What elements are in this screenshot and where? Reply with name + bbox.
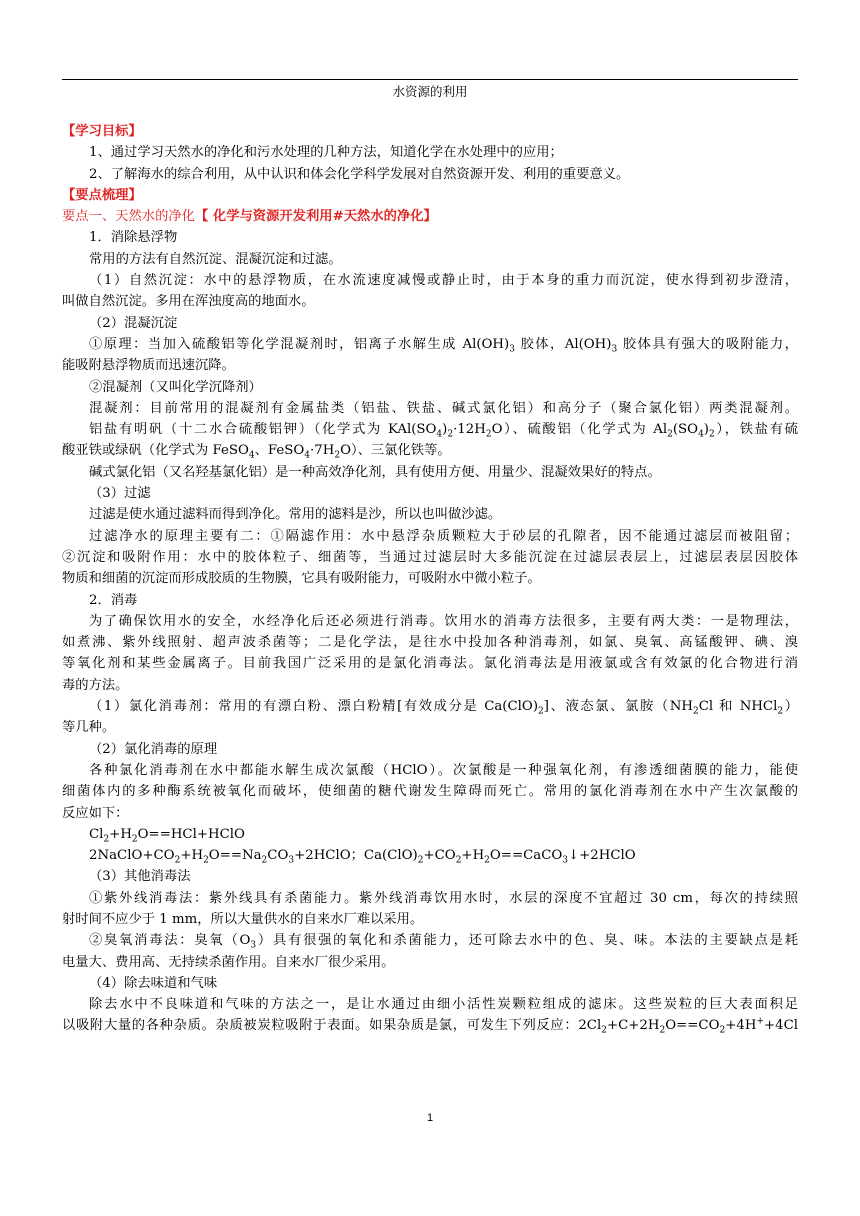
text-run: 2NaClO+CO (89, 848, 175, 864)
text-line (62, 824, 798, 845)
text-run: +H (109, 826, 132, 842)
subscript: 2 (538, 706, 544, 717)
text-line (62, 696, 798, 717)
text-line (62, 632, 798, 653)
text-line (62, 185, 798, 206)
subscript: 2 (261, 855, 268, 866)
subscript: 2 (667, 429, 673, 440)
text-run: 为了确保饮用水的安全，水经净化后还必须进行消毒。饮用水的消毒方法很多，主要有两大类：一是物理法， (89, 613, 798, 629)
text-run: ），铁盐有硫 (714, 422, 798, 438)
text-run: 铝盐有明矾（十二水合硫酸铝钾）（化学式为 KAl(SO (89, 422, 437, 438)
text-line (62, 760, 798, 781)
text-run: 要点一、天然水的净化 (62, 209, 195, 225)
text-line (62, 398, 798, 419)
text-run: 酸亚铁或绿矾（化学式为 FeSO (62, 443, 249, 459)
text-run: 毒的方法。 (62, 677, 129, 693)
subscript: 2 (103, 834, 110, 845)
text-run: 【要点梳理】 (62, 187, 142, 203)
text-line (62, 462, 798, 483)
text-line (62, 377, 798, 398)
subscript: 3 (509, 344, 515, 355)
text-run: O==Na (208, 848, 262, 864)
text-line (62, 249, 798, 270)
text-run: 过滤是使水通过滤料而得到净化。常用的滤料是沙，所以也叫做沙滤。 (89, 507, 502, 523)
page-title: 水资源的利用 (392, 84, 468, 99)
text-run: +2HClO；Ca(ClO) (294, 848, 418, 864)
text-run: 2、了解海水的综合利用，从中认识和体会化学科学发展对自然资源开发、利用的重要意义。 (89, 166, 630, 182)
subscript: 2 (174, 855, 181, 866)
subscript: 4 (436, 429, 443, 440)
text-line (62, 164, 798, 185)
header-rule (62, 79, 798, 80)
text-run: 等氧化剂和某些金属离子。目前我国广泛采用的是氯化消毒法。氯化消毒法是用液氯或含有效氯的化合物进行消 (62, 656, 798, 672)
text-run: +H (461, 848, 485, 864)
text-run: ·12H (453, 422, 486, 438)
text-run: O==HCl+HClO (137, 826, 245, 842)
text-run: （4）除去味道和气味 (89, 975, 218, 991)
text-run: 能吸附悬浮物质而迅速沉降。 (62, 358, 235, 374)
text-run: Cl 和 NHCl (698, 699, 778, 715)
text-line (62, 547, 798, 568)
text-line (62, 227, 798, 248)
document-body (62, 121, 798, 1037)
text-line (62, 568, 798, 589)
subscript: 2 (485, 429, 492, 440)
text-run: ·7H (310, 443, 335, 459)
text-run: 【 化学与资源开发利用#天然水的净化】 (194, 209, 437, 225)
subscript: 2 (659, 1026, 666, 1037)
text-line (62, 1015, 798, 1036)
text-run: 过滤净水的原理主要有二：①隔滤作用：水中悬浮杂质颗粒大于砂层的孔隙者，因不能通过滤层而被阻留； (89, 528, 798, 544)
text-run: （1）氯化消毒剂：常用的有漂白粉、漂白粉精[有效成分是 Ca(ClO) (89, 699, 539, 715)
text-run: +4H (725, 1018, 757, 1034)
text-line (62, 994, 798, 1015)
text-run: ①紫外线消毒法：紫外线具有杀菌能力。紫外线消毒饮用水时，水层的深度不宜超过 30 cm，每次的持续照 (89, 890, 798, 906)
page-number: 1 (426, 1112, 434, 1124)
text-run: ) (703, 422, 709, 438)
text-line (62, 334, 798, 355)
text-run: （3）过滤 (89, 486, 151, 502)
text-run: +C+2H (606, 1018, 660, 1034)
text-run: Cl (89, 826, 104, 842)
text-run: 、FeSO (254, 443, 305, 459)
text-run: （1）自然沉淀：水中的悬浮物质，在水流速度减慢或静止时，由于本身的重力而沉淀，使水得到初步澄清， (89, 273, 798, 289)
text-line (62, 952, 798, 973)
text-line (62, 781, 798, 802)
text-run: 胶体具有强大的吸附能力， (617, 336, 798, 352)
text-line (62, 739, 798, 760)
text-line (62, 973, 798, 994)
text-run: ①原理：当加入硫酸铝等化学混凝剂时，铝离子水解生成 Al(OH) (89, 336, 510, 352)
text-run: 胶体，Al(OH) (514, 336, 612, 352)
text-line (62, 909, 798, 930)
text-run: 1、通过学习天然水的净化和污水处理的几种方法，知道化学在水处理中的应用； (89, 145, 563, 161)
text-line (62, 526, 798, 547)
text-run: 射时间不应少于 1 mm，所以大量供水的自来水厂难以采用。 (62, 911, 424, 927)
text-run: O）、硫酸铝（化学式为 Al (491, 422, 668, 438)
subscript: 2 (484, 855, 490, 866)
text-run: （3）其他消毒法 (89, 869, 191, 885)
text-run: ②沉淀和吸附作用：水中的胶体粒子、细菌等，当通过过滤层时大多能沉淀在过滤层表层上，过滤层表层因胶体 (62, 549, 798, 565)
text-run: CO (267, 848, 289, 864)
text-run: （2）混凝沉淀 (89, 315, 178, 331)
text-run: 常用的方法有自然沉淀、混凝沉淀和过滤。 (89, 251, 342, 267)
text-line (62, 142, 798, 163)
text-run: 反应如下： (62, 805, 129, 821)
text-run: 除去水中不良味道和气味的方法之一，是让水通过由细小活性炭颗粒组成的滤床。这些炭粒的巨大表面积足 (89, 997, 798, 1013)
superscript: + (756, 1017, 764, 1028)
text-run: 2．消毒 (89, 592, 138, 608)
text-line (62, 930, 798, 951)
subscript: 2 (601, 1026, 607, 1037)
text-line (62, 866, 798, 887)
text-run: ）具有很强的氧化和杀菌能力，还可除去水中的色、臭、味。本法的主要缺点是耗 (256, 933, 799, 949)
text-run: 电量大、费用高、无持续杀菌作用。自来水厂很少采用。 (62, 954, 395, 970)
text-run: ) (442, 422, 448, 438)
text-run: ②臭氧消毒法：臭氧（O (89, 933, 251, 949)
subscript: 3 (288, 855, 295, 866)
text-run: 混凝剂：目前常用的混凝剂有金属盐类（铝盐、铁盐、碱式氯化铝）和高分子（聚合氯化铝）两类混凝剂。 (89, 400, 798, 416)
subscript: 2 (131, 834, 138, 845)
text-run: （2）氯化消毒的原理 (89, 741, 218, 757)
text-line (62, 803, 798, 824)
subscript: 2 (719, 1026, 726, 1037)
text-line (62, 440, 798, 461)
subscript: 3 (250, 940, 257, 951)
text-run: ②混凝剂（又叫化学沉降剂） (89, 379, 262, 395)
subscript: 4 (698, 429, 704, 440)
subscript: 4 (304, 451, 311, 462)
subscript: 3 (611, 344, 618, 355)
text-line (62, 291, 798, 312)
text-run: +H (180, 848, 204, 864)
text-line (62, 355, 798, 376)
text-line (62, 270, 798, 291)
text-run: O==CO (665, 1018, 720, 1034)
text-run: ↓+2HClO (568, 848, 636, 864)
subscript: 2 (447, 429, 454, 440)
text-line (62, 845, 798, 866)
text-line (62, 888, 798, 909)
text-line (62, 419, 798, 440)
text-line (62, 206, 798, 227)
subscript: 2 (455, 855, 462, 866)
text-line (62, 611, 798, 632)
text-run: O）、三氯化铁等。 (340, 443, 451, 459)
text-run: O==CaCO (489, 848, 563, 864)
text-line (62, 717, 798, 738)
text-run: 以吸附大量的各种杂质。杂质被炭粒吸附于表面。如果杂质是氯，可发生下列反应：2Cl (62, 1018, 602, 1034)
text-run: (SO (672, 422, 699, 438)
subscript: 2 (417, 855, 424, 866)
text-run: 叫做自然沉淀。多用在浑浊度高的地面水。 (62, 294, 315, 310)
text-line (62, 504, 798, 525)
subscript: 2 (692, 706, 699, 717)
text-run: 如煮沸、紫外线照射、超声波杀菌等；二是化学法，是往水中投加各种消毒剂，如氯、臭氧、高锰酸钾、碘、溴 (62, 635, 798, 651)
text-line (62, 483, 798, 504)
subscript: 3 (562, 855, 569, 866)
text-run: ]、液态氯、氯胺（NH (543, 699, 693, 715)
text-run: 1．消除悬浮物 (89, 230, 178, 246)
text-run: 碱式氯化铝（又名羟基氯化铝）是一种高效净化剂，具有使用方便、用量少、混凝效果好的特点。 (89, 464, 661, 480)
text-run: 物质和细菌的沉淀而形成胶质的生物膜，它具有吸附能力，可吸附水中微小粒子。 (62, 571, 541, 587)
text-run: ） (783, 699, 799, 715)
text-run: 各种氯化消毒剂在水中都能水解生成次氯酸（HClO）。次氯酸是一种强氧化剂，有渗透细菌膜的能力，能使 (89, 762, 798, 778)
text-line (62, 653, 798, 674)
text-line (62, 675, 798, 696)
subscript: 4 (248, 451, 255, 462)
subscript: 2 (709, 429, 715, 440)
text-line (62, 121, 798, 142)
text-run: 【学习目标】 (62, 124, 142, 139)
text-run: +4Cl (763, 1018, 798, 1034)
subscript: 2 (203, 855, 209, 866)
subscript: 2 (777, 706, 784, 717)
text-run: 细菌体内的多种酶系统被氧化而破坏，使细菌的糖代谢发生障碍而死亡。常用的氯化消毒剂在水中产生次氯酸的 (62, 784, 798, 800)
subscript: 2 (334, 451, 341, 462)
text-run: 等几种。 (62, 720, 116, 736)
text-run: +CO (423, 848, 456, 864)
text-line (62, 313, 798, 334)
text-line (62, 590, 798, 611)
